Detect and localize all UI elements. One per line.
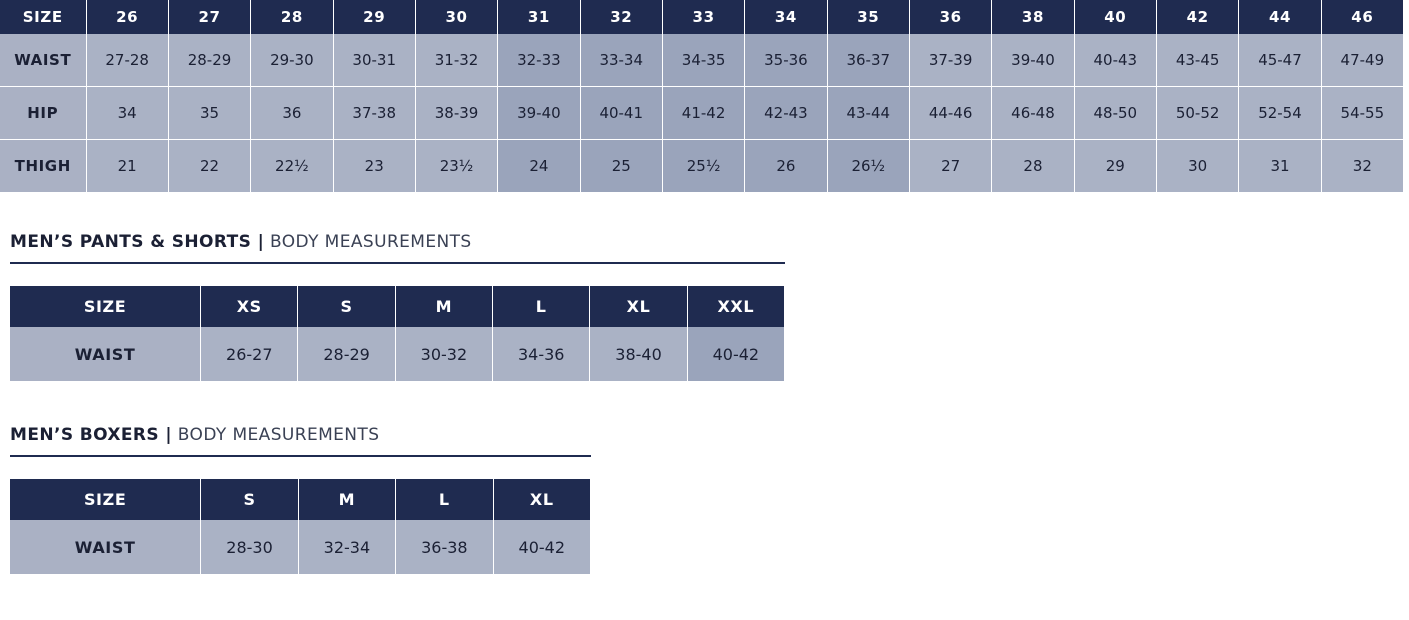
table-cell: 30-31 bbox=[333, 34, 415, 87]
column-header: 32 bbox=[580, 0, 662, 34]
column-header: M bbox=[395, 286, 492, 327]
column-header: XS bbox=[201, 286, 298, 327]
section-boxers bbox=[10, 425, 591, 575]
column-header: 34 bbox=[745, 0, 827, 34]
table-cell: 22½ bbox=[251, 140, 333, 193]
column-header-size: SIZE bbox=[0, 0, 86, 34]
table-cell: 28-30 bbox=[201, 520, 298, 575]
column-header: 26 bbox=[86, 0, 168, 34]
table-cell: 32-33 bbox=[498, 34, 580, 87]
table-cell: 21 bbox=[86, 140, 168, 193]
column-header: S bbox=[201, 479, 298, 520]
section-heading-boxers bbox=[10, 425, 591, 445]
table-cell: 28 bbox=[992, 140, 1074, 193]
table-cell: 54-55 bbox=[1321, 87, 1403, 140]
table-cell: 34 bbox=[86, 87, 168, 140]
column-header: XXL bbox=[687, 286, 784, 327]
row-label: HIP bbox=[0, 87, 86, 140]
table-cell: 43-45 bbox=[1156, 34, 1238, 87]
table-cell: 36-38 bbox=[396, 520, 493, 575]
column-header: 27 bbox=[168, 0, 250, 34]
section-heading-light: BODY MEASUREMENTS bbox=[171, 425, 380, 445]
table-cell: 37-38 bbox=[333, 87, 415, 140]
column-header: 33 bbox=[662, 0, 744, 34]
column-header: 46 bbox=[1321, 0, 1403, 34]
section-heading-pants-shorts bbox=[10, 232, 785, 252]
table-cell: 43-44 bbox=[827, 87, 909, 140]
column-header: 40 bbox=[1074, 0, 1156, 34]
table-cell: 25 bbox=[580, 140, 662, 193]
table-cell: 38-40 bbox=[590, 327, 687, 382]
column-header: 30 bbox=[415, 0, 497, 34]
table-cell: 27-28 bbox=[86, 34, 168, 87]
table-cell: 29 bbox=[1074, 140, 1156, 193]
section-heading-light: BODY MEASUREMENTS bbox=[264, 232, 472, 252]
table-cell: 30-32 bbox=[395, 327, 492, 382]
column-header: 44 bbox=[1239, 0, 1321, 34]
table-cell: 45-47 bbox=[1239, 34, 1321, 87]
column-header: 42 bbox=[1156, 0, 1238, 34]
section-divider bbox=[10, 262, 785, 264]
table-cell: 44-46 bbox=[909, 87, 991, 140]
table-cell: 41-42 bbox=[662, 87, 744, 140]
table-cell: 31 bbox=[1239, 140, 1321, 193]
table-cell: 40-43 bbox=[1074, 34, 1156, 87]
table-cell: 40-42 bbox=[687, 327, 784, 382]
table-cell: 34-35 bbox=[662, 34, 744, 87]
table-cell: 32 bbox=[1321, 140, 1403, 193]
table-cell: 30 bbox=[1156, 140, 1238, 193]
column-header: 31 bbox=[498, 0, 580, 34]
row-label: WAIST bbox=[0, 34, 86, 87]
table-cell: 52-54 bbox=[1239, 87, 1321, 140]
table-row bbox=[0, 34, 1404, 87]
table-header-row bbox=[10, 286, 785, 327]
table-cell: 33-34 bbox=[580, 34, 662, 87]
table-cell: 26½ bbox=[827, 140, 909, 193]
table-cell: 26-27 bbox=[201, 327, 298, 382]
row-label: WAIST bbox=[10, 327, 201, 382]
column-header: 28 bbox=[251, 0, 333, 34]
table-cell: 47-49 bbox=[1321, 34, 1403, 87]
column-header: 36 bbox=[909, 0, 991, 34]
table-row bbox=[10, 520, 591, 575]
table-cell: 39-40 bbox=[498, 87, 580, 140]
boxers-size-chart bbox=[10, 479, 591, 575]
column-header: XL bbox=[493, 479, 590, 520]
table-cell: 42-43 bbox=[745, 87, 827, 140]
table-cell: 28-29 bbox=[298, 327, 395, 382]
section-divider bbox=[10, 455, 591, 457]
column-header-size: SIZE bbox=[10, 286, 201, 327]
column-header: M bbox=[298, 479, 395, 520]
table-cell: 35 bbox=[168, 87, 250, 140]
table-cell: 48-50 bbox=[1074, 87, 1156, 140]
column-header: L bbox=[396, 479, 493, 520]
table-cell: 26 bbox=[745, 140, 827, 193]
table-cell: 22 bbox=[168, 140, 250, 193]
table-cell: 46-48 bbox=[992, 87, 1074, 140]
table-cell: 40-41 bbox=[580, 87, 662, 140]
table-cell: 23 bbox=[333, 140, 415, 193]
table-cell: 23½ bbox=[415, 140, 497, 193]
column-header: XL bbox=[590, 286, 687, 327]
table-row bbox=[10, 327, 785, 382]
table-cell: 39-40 bbox=[992, 34, 1074, 87]
table-cell: 31-32 bbox=[415, 34, 497, 87]
table-cell: 25½ bbox=[662, 140, 744, 193]
table-cell: 50-52 bbox=[1156, 87, 1238, 140]
column-header: 35 bbox=[827, 0, 909, 34]
numeric-size-chart bbox=[0, 0, 1404, 193]
table-cell: 27 bbox=[909, 140, 991, 193]
table-cell: 28-29 bbox=[168, 34, 250, 87]
table-cell: 29-30 bbox=[251, 34, 333, 87]
column-header: L bbox=[493, 286, 590, 327]
table-row bbox=[0, 140, 1404, 193]
table-cell: 32-34 bbox=[298, 520, 395, 575]
section-pants-shorts bbox=[10, 232, 785, 382]
pants-shorts-size-chart bbox=[10, 286, 785, 382]
column-header: S bbox=[298, 286, 395, 327]
table-header-row bbox=[10, 479, 591, 520]
table-cell: 24 bbox=[498, 140, 580, 193]
table-cell: 38-39 bbox=[415, 87, 497, 140]
row-label: THIGH bbox=[0, 140, 86, 193]
table-cell: 40-42 bbox=[493, 520, 590, 575]
table-cell: 36 bbox=[251, 87, 333, 140]
section-heading-strong: MEN’S PANTS & SHORTS | bbox=[10, 232, 265, 252]
table-header-row bbox=[0, 0, 1404, 34]
section-heading-strong: MEN’S BOXERS | bbox=[10, 425, 172, 445]
table-cell: 36-37 bbox=[827, 34, 909, 87]
table-cell: 34-36 bbox=[493, 327, 590, 382]
column-header: 38 bbox=[992, 0, 1074, 34]
table-row bbox=[0, 87, 1404, 140]
column-header: 29 bbox=[333, 0, 415, 34]
table-cell: 37-39 bbox=[909, 34, 991, 87]
column-header-size: SIZE bbox=[10, 479, 201, 520]
table-cell: 35-36 bbox=[745, 34, 827, 87]
row-label: WAIST bbox=[10, 520, 201, 575]
